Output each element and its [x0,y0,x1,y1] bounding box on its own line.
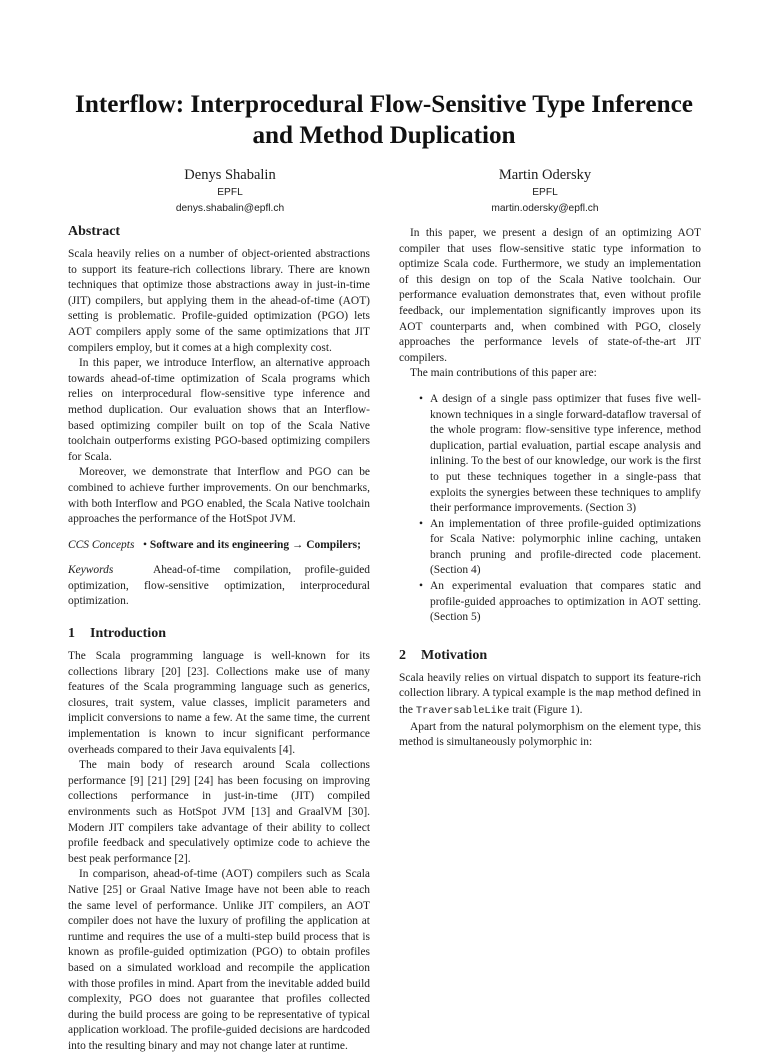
text-run: method defined in the [399,687,701,717]
contribution-text: An implementation of three profile-guided optimizations for Scala Native: polymorphic inline caching, untaken branch pruning and profile-directed code placement. (Section 4) [430,517,701,577]
intro-paragraph: The main contributions of this paper are: [410,367,597,380]
author-name: Martin Odersky [498,167,592,183]
author-email: martin.odersky@epfl.ch [491,203,599,214]
text-run: trait (Figure 1). [509,704,583,717]
motivation-paragraph: Apart from the natural polymorphism on the element type, this method is simultaneously polymorphic in: [399,720,701,749]
bullet-icon: • [419,580,424,593]
list-item [399,517,701,579]
left-column [68,222,370,1055]
list-item [399,579,701,626]
list-item [399,392,701,517]
motivation-heading [399,646,701,666]
ccs-label: CCS Concepts [68,538,135,551]
section-number: 2 [399,647,406,663]
code-map: map [595,688,615,701]
keywords [68,563,370,610]
contribution-text: A design of a single pass optimizer that fuses five well-known techniques in a single forward-dataflow traversal of the whole program: flow-sensitive type inference, method duplication, partial evaluation, partial escape analysis and inlining. To the best of our knowledge, our work is the first to put these techniques together in a single-pass that exploits the synergies between these techniques to amplify their performance improvements. (Section 3) [430,392,701,515]
section-title: Introduction [90,626,166,642]
text-run: Scala heavily relies on virtual dispatch to support its feature-rich collection library. A typical example is the [399,671,701,700]
bullet-icon: • [419,517,424,530]
keywords-label: Keywords [68,564,114,577]
author-email: denys.shabalin@epfl.ch [175,203,285,214]
author-block [425,165,665,217]
author-affiliation: EPFL [532,187,558,198]
contribution-text: An experimental evaluation that compares static and profile-guided approaches to optimization in AOT setting. (Section 5) [430,580,701,624]
intro-paragraph: The main body of research around Scala collections performance [9] [21] [29] [24] has been focusing on improving collections performance in just-in-time (JIT) compiled environments such as HotSpot JVM [13] and GraalVM [30]. Modern JIT compilers take advantage of their ability to collect profile feedback and speculatively optimize code to achieve the best peak performance [2]. [68,759,370,865]
abstract-heading: Abstract [68,224,121,239]
section-number: 1 [68,626,75,642]
bullet-icon: • [419,392,424,405]
abstract-paragraph: Moreover, we demonstrate that Interflow and PGO can be combined to achieve further improvements. On our benchmarks, with both Interflow and PGO enabled, the Scala Native toolchain approaches the performance of the HotSpot JVM. [68,466,370,526]
motivation-paragraph [399,671,701,720]
contributions-list [399,392,701,626]
intro-paragraph: In comparison, ahead-of-time (AOT) compilers such as Scala Native [25] or Graal Native Image have not been able to reach the same level of performance. Unlike JIT compilers, an AOT compiler does not have the luxury of profiling the application at runtime and requires the use of a multi-step build process that is known as profile-guided optimization (PGO) to obtain profiles based on a simulated workload and recompile the application with those profiles in mind. Apart from the inevitable added build complexity, PGO does not guarantee that profiles collected during the build process are going to be representative of typical application workload. The profile-guided decisions are hardcoded into the resulting binary and may not change later at runtime. [68,868,370,1052]
ccs-text: Software and its engineering → Compilers; [149,538,361,551]
abstract-paragraph: Scala heavily relies on a number of object-oriented abstractions to support its feature-rich collections library. There are known techniques that optimize those abstractions away in just-in-time (JIT) compilers, but applying them in the ahead-of-time (AOT) setting is problematic. Profile-guided optimization (PGO) lets AOT compilers apply some of the same optimizations that JIT compilers employ, but it comes at a high complexity cost. [68,248,370,354]
author-affiliation: EPFL [217,187,243,198]
intro-paragraph: The Scala programming language is well-known for its collections library [20] [23]. Collections make use of many features of the Scala programming language such as generics, closures, trait system, value classes, implicit parameters and implicit conversions to name a few. At the same time, the current implementation is known to incur significant performance overheads compared to their Java equivalents [4]. [68,650,370,756]
ccs-concepts [68,538,370,554]
intro-paragraph: In this paper, we present a design of an optimizing AOT compiler that uses flow-sensitive static type information to optimize Scala code. Furthermore, we study an implementation of this design on top of the Scala Native toolchain. Our performance evaluation demonstrates that, even without profile feedback, our implementation significantly improves upon its AOT counterparts and, when combined with PGO, closely approaches the performance levels of state-of-the-art JIT compilers. [399,227,701,364]
keywords-text: Ahead-of-time compilation, profile-guided optimization, flow-sensitive optimization, interprocedural optimization. [68,564,370,608]
author-name: Denys Shabalin [184,167,276,183]
right-column [399,226,701,751]
author-block [110,165,350,217]
paper-title: Interflow: Interprocedural Flow-Sensitive Type Inference and Method Duplication [75,91,693,149]
introduction-heading [68,624,370,644]
section-title: Motivation [421,647,488,663]
code-traversablelike: TraversableLike [415,705,510,718]
abstract-paragraph: In this paper, we introduce Interflow, an alternative approach towards ahead-of-time optimization of Scala programs which relies on interprocedural flow-sensitive type inference and method duplication. Our evaluation shows that an Interflow-based optimizing compiler built on top of the Scala Native toolchain outperforms existing PGO-based optimizing compilers for Scala. [68,357,370,463]
ccs-bullet: • [142,538,147,551]
